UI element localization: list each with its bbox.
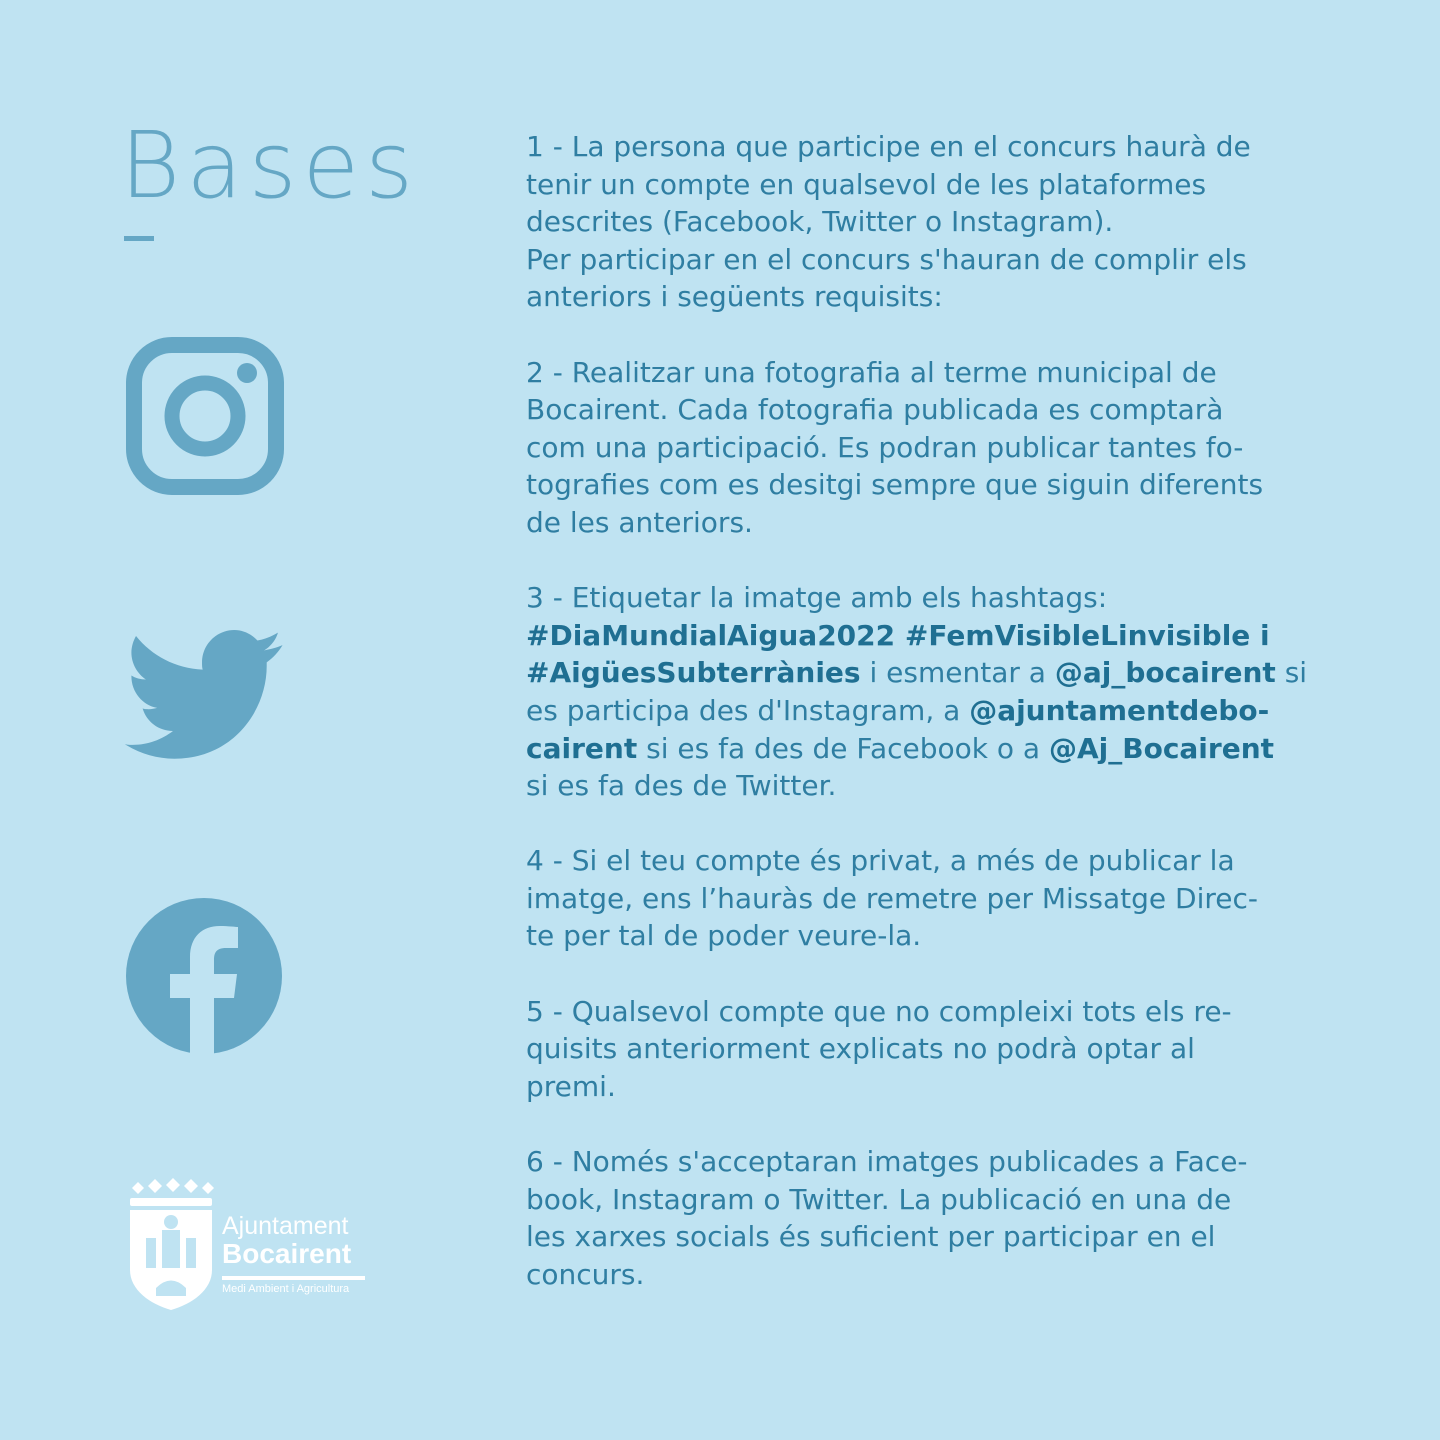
text-segment: anteriors i següents requisits: [526, 280, 943, 314]
title-underline [124, 236, 154, 241]
rule-line [526, 1143, 1326, 1181]
rule-line [526, 429, 1326, 467]
text-segment: 5 - Qualsevol compte que no compleixi tots els re- [526, 994, 1232, 1028]
text-segment: i esmentar a [860, 656, 1055, 690]
logo-ajuntament: Ajuntament [222, 1212, 349, 1240]
text-segment: Bocairent. Cada fotografia publicada es comptarà [526, 393, 1224, 427]
text-segment: premi. [526, 1069, 616, 1103]
rule-line [526, 128, 1326, 166]
highlight-text: @ajuntamentdebo- [969, 693, 1270, 727]
text-segment: 4 - Si el teu compte és privat, a més de publicar la [526, 844, 1235, 878]
rule-line [526, 767, 1326, 805]
text-segment: les xarxes socials és suficient per participar en el [526, 1220, 1216, 1254]
rule-line [526, 278, 1326, 316]
facebook-icon[interactable] [126, 898, 282, 1054]
text-segment: de les anteriors. [526, 505, 753, 539]
logo-bocairent: Bocairent [222, 1238, 352, 1269]
rule-line [526, 241, 1326, 279]
rule-line [526, 504, 1326, 542]
text-segment: imatge, ens l’hauràs de remetre per Missatge Direc- [526, 881, 1258, 915]
rule-paragraph-3 [526, 579, 1326, 805]
rule-line [526, 1068, 1326, 1106]
text-segment: te per tal de poder veure-la. [526, 919, 922, 953]
text-segment: tografies com es desitgi sempre que siguin diferents [526, 468, 1264, 502]
text-segment: Per participar en el concurs s'hauran de complir els [526, 242, 1247, 276]
rule-paragraph-6 [526, 1143, 1326, 1293]
rule-line [526, 1218, 1326, 1256]
text-segment: book, Instagram o Twitter. La publicació en una de [526, 1182, 1232, 1216]
rule-line [526, 692, 1326, 730]
text-segment: si es fa des de Twitter. [526, 769, 837, 803]
text-segment: si es fa des de Facebook o a [637, 731, 1049, 765]
text-segment: concurs. [526, 1257, 645, 1291]
text-segment: 3 - Etiquetar la imatge amb els hashtags: [526, 581, 1108, 615]
rule-line [526, 730, 1326, 768]
coat-of-arms-icon [126, 1178, 216, 1310]
rule-line [526, 617, 1326, 655]
rule-line [526, 1256, 1326, 1294]
rule-line [526, 203, 1326, 241]
highlight-text: cairent [526, 731, 638, 765]
rule-line [526, 1181, 1326, 1219]
text-segment: descrites (Facebook, Twitter o Instagram). [526, 205, 1114, 239]
rule-paragraph-5 [526, 993, 1326, 1106]
text-segment: tenir un compte en qualsevol de les plataformes [526, 167, 1207, 201]
instagram-icon[interactable] [126, 337, 284, 495]
rule-paragraph-1 [526, 128, 1326, 316]
text-segment: com una participació. Es podran publicar tantes fo- [526, 430, 1244, 464]
rules-text [526, 128, 1326, 1331]
rule-line [526, 354, 1326, 392]
rule-line [526, 842, 1326, 880]
text-segment: 1 - La persona que participe en el concurs haurà de [526, 130, 1251, 163]
rule-line [526, 166, 1326, 204]
highlight-text: @Aj_Bocairent [1048, 731, 1275, 765]
ajuntament-logo [126, 1178, 376, 1310]
text-segment: es participa des d'Instagram, a [526, 693, 970, 727]
highlight-text: #AigüesSubterrànies [526, 656, 861, 690]
text-segment: si [1275, 656, 1308, 690]
highlight-text: @aj_bocairent [1054, 656, 1276, 690]
rule-paragraph-4 [526, 842, 1326, 955]
rule-line [526, 993, 1326, 1031]
text-segment: quisits anteriorment explicats no podrà optar al [526, 1032, 1195, 1066]
rule-line [526, 880, 1326, 918]
text-segment: 6 - Només s'acceptaran imatges publicades a Face- [526, 1145, 1248, 1179]
twitter-icon[interactable] [124, 630, 284, 762]
logo-department: Medi Ambient i Agricultura [222, 1283, 350, 1295]
highlight-text: #DiaMundialAigua2022 #FemVisibleLinvisible i [526, 618, 1270, 652]
rule-line [526, 466, 1326, 504]
rule-line [526, 1030, 1326, 1068]
rule-line [526, 917, 1326, 955]
rule-paragraph-2 [526, 354, 1326, 542]
logo-divider [222, 1276, 365, 1280]
text-segment: 2 - Realitzar una fotografia al terme municipal de [526, 355, 1217, 389]
page-title: Bases [120, 112, 420, 219]
rule-line [526, 579, 1326, 617]
rule-line [526, 391, 1326, 429]
rule-line [526, 654, 1326, 692]
